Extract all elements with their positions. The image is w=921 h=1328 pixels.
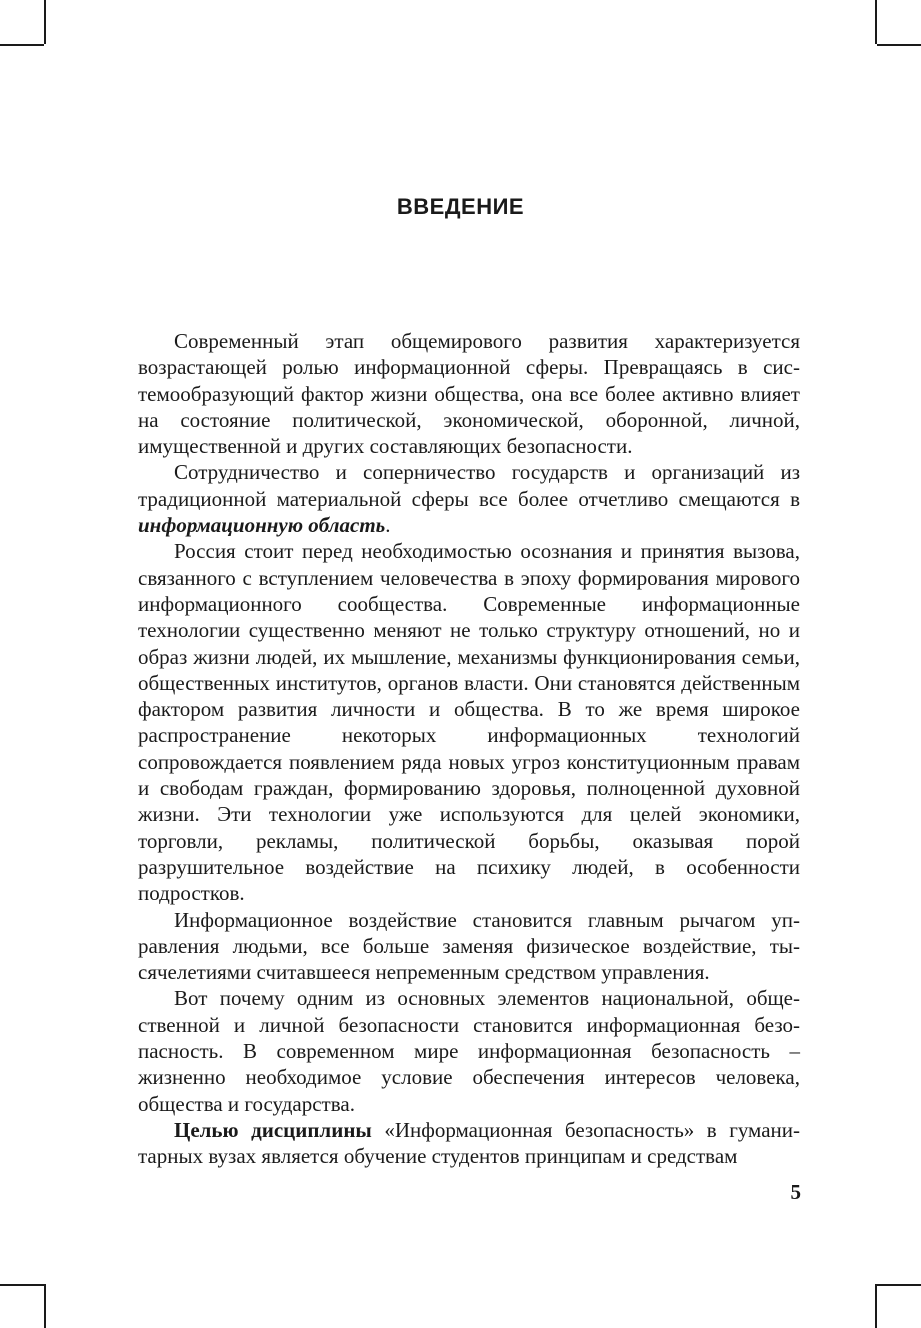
crop-mark <box>877 44 921 46</box>
paragraph-text: «Информационная безопасность» в гуманитарных вузах является обучение студентов принципам и средствам <box>138 1117 800 1169</box>
crop-mark <box>877 1284 921 1286</box>
paragraph-text: . <box>385 513 391 538</box>
crop-mark <box>44 0 46 44</box>
paragraph <box>138 459 800 538</box>
emphasis-text: информационную область <box>138 513 386 538</box>
body-text <box>138 328 800 1170</box>
page-number: 5 <box>790 1180 801 1204</box>
chapter-heading: ВВЕДЕНИЕ <box>396 194 525 219</box>
paragraph: Россия стоит перед необходимостью осознания и принятия вызова, связанного с вступлением человечества в эпоху формирования мирового информационного сообщества. Современные информационные технологии существенно меняют не только структуру отношений, но и образ жизни людей, их мышление, механизмы функционирования семьи, общественных институтов, органов власти. Они становятся действенным фактором развития личности и общества. В то же время широкое распространение некоторых информационных технологий сопровождается появлением ряда новых угроз конституционным правам и свободам граждан, формированию здоровья, полноценной духовной жизни. Эти технологии уже используются для целей экономики, торговли, рекламы, политической борьбы, оказывая порой разрушительное воздействие на психику людей, в особенности подростков. <box>138 539 800 906</box>
paragraph <box>138 1117 800 1170</box>
paragraph: Вот почему одним из основных элементов национальной, общественной и личной безопасности становится информационная безопасность. В современном мире информационная безопасность – жизненно необходимое условие обеспечения интересов человека, общества и государства. <box>138 986 800 1116</box>
crop-mark <box>875 0 877 44</box>
bold-term: Целью дисциплины <box>174 1117 372 1142</box>
crop-mark <box>0 1284 44 1286</box>
paragraph: Информационное воздействие становится главным рычагом управления людьми, все больше заменяя физическое воздействие, тысячелетиями считавшееся непременным средством управления. <box>138 907 800 985</box>
crop-mark <box>44 1284 46 1328</box>
paragraph: Современный этап общемирового развития характеризуется возрастающей ролью информационной сферы. Превращаясь в системообразующий фактор жизни общества, она все более активно влияет на состояние политической, экономической, оборонной, личной, имущественной и других составляющих безопасности. <box>138 329 800 459</box>
paragraph-text: Сотрудничество и соперничество государств и организаций из традиционной материальной сферы все более отчетливо смещаются в <box>138 460 800 511</box>
crop-mark <box>0 44 44 46</box>
crop-mark <box>875 1284 877 1328</box>
